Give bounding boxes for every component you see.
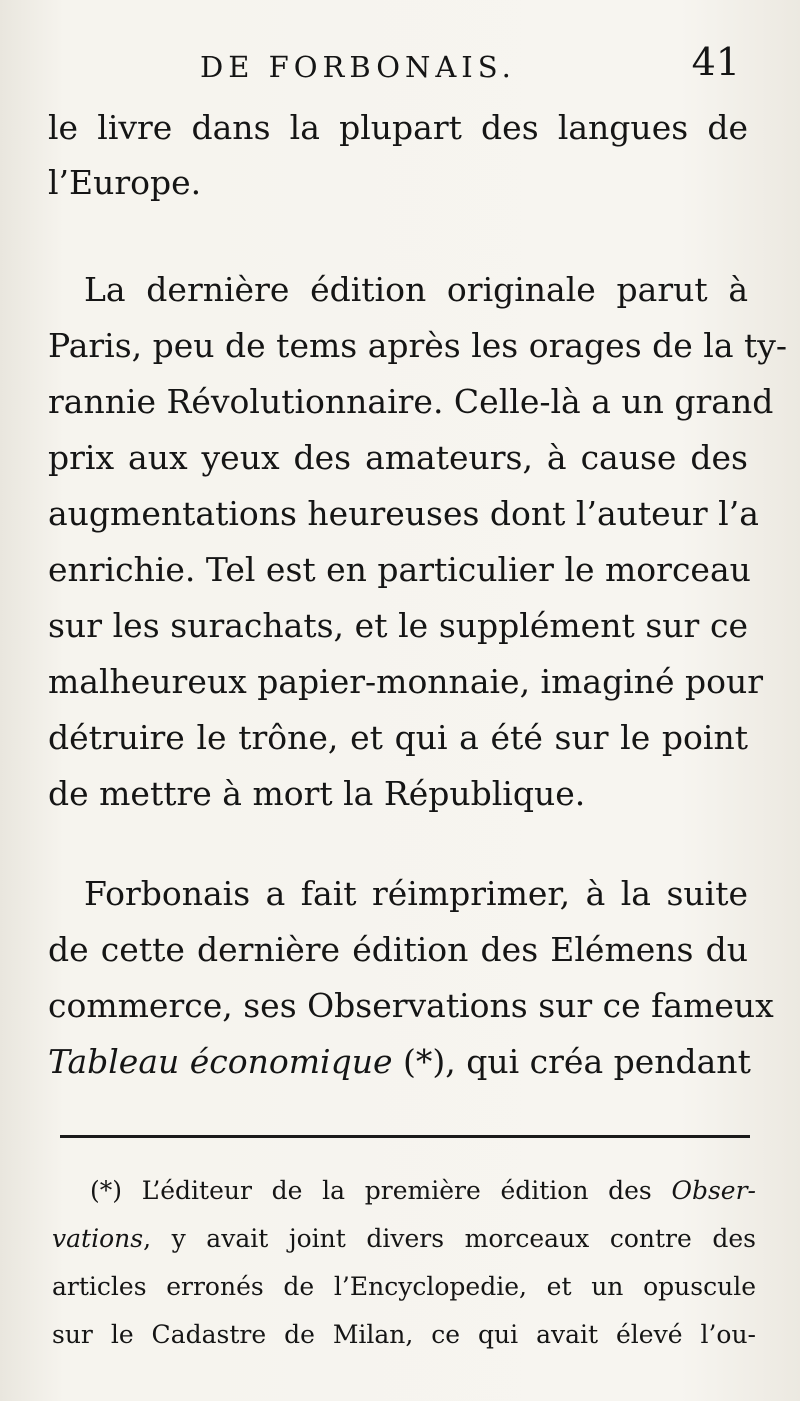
page-number: 41: [691, 40, 740, 84]
running-head: DE FORBONAIS.: [200, 50, 516, 84]
body-line-16-rest: (*), qui créa pendant: [392, 1042, 751, 1081]
italic-title: Tableau économique: [48, 1042, 393, 1081]
page-header: [200, 40, 740, 96]
body-line-14: de cette dernière édition des Elémens du: [48, 930, 748, 969]
footnote-line-2-italic: vations: [52, 1224, 144, 1253]
body-line-2: l’Europe.: [48, 163, 202, 202]
footnote-line-1-italic: Obser-: [671, 1176, 756, 1205]
body-line-12: de mettre à mort la République.: [48, 774, 586, 813]
body-line-16: [48, 1034, 751, 1090]
footnote-line-3: articles erronés de l’Encyclopedie, et un opuscule: [52, 1272, 756, 1301]
body-line-9: sur les surachats, et le supplément sur ce: [48, 606, 748, 645]
body-line-7: augmentations heureuses dont l’auteur l’a: [48, 494, 759, 533]
body-line-15: commerce, ses Observations sur ce fameux: [48, 986, 774, 1025]
body-line-5: rannie Révolutionnaire. Celle-là a un grand: [48, 382, 774, 421]
footnote-line-2: [52, 1216, 756, 1262]
body-line-1: le livre dans la plupart des langues de: [48, 108, 748, 147]
body-line-13: Forbonais a fait réimprimer, à la suite: [84, 874, 748, 913]
body-line-3: La dernière édition originale parut à: [84, 270, 748, 309]
body-line-10: malheureux papier-monnaie, imaginé pour: [48, 662, 764, 701]
footnote-line-4: sur le Cadastre de Milan, ce qui avait élevé l’ou-: [52, 1320, 756, 1349]
footnote-line-1-start: (*) L’éditeur de la première édition des: [90, 1176, 672, 1205]
body-line-4: Paris, peu de tems après les orages de la ty-: [48, 326, 788, 365]
footnote-rule: [60, 1135, 750, 1138]
body-line-11: détruire le trône, et qui a été sur le point: [48, 718, 748, 757]
footnote-line-2-rest: , y avait joint divers morceaux contre des: [143, 1224, 756, 1253]
footnote-line-1: [90, 1168, 756, 1214]
body-line-8: enrichie. Tel est en particulier le morceau: [48, 550, 751, 589]
body-line-6: prix aux yeux des amateurs, à cause des: [48, 438, 748, 477]
